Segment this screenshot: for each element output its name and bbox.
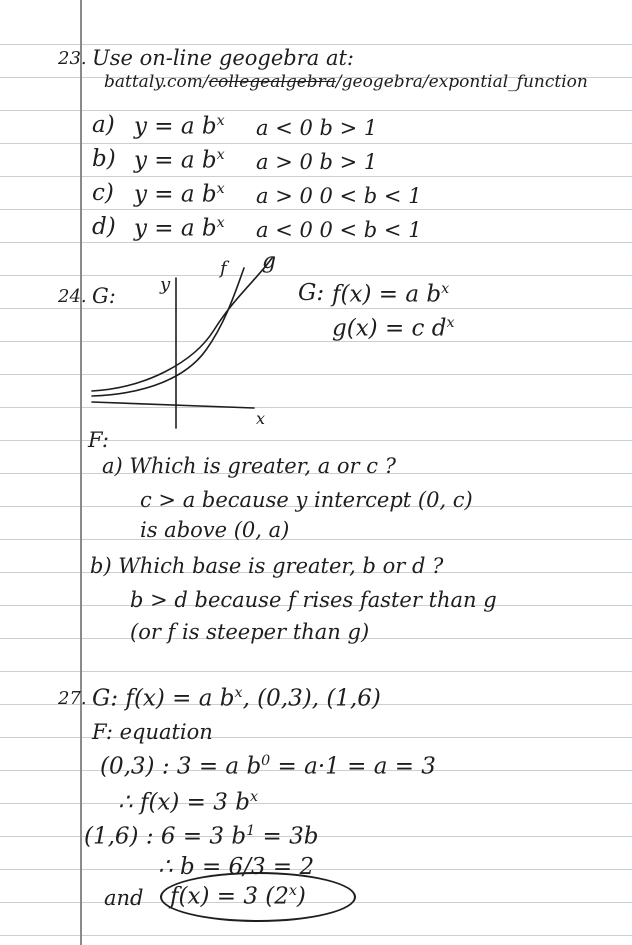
item-cond-b: a > 0 b > 1 bbox=[256, 150, 378, 174]
solution-line-1: (0,3) : 3 = a $b^0 = a\cdot 1 = a = 3$ bbox=[100, 753, 436, 780]
final-answer: f(x) = 3 (2$^x$) bbox=[170, 883, 306, 910]
margin-line bbox=[80, 0, 82, 945]
problem-27-given: G: f(x) = a $b^x$, (0,3), (1,6) bbox=[92, 685, 381, 712]
item-label-b: b) bbox=[92, 146, 116, 172]
g-definition: g(x) = c $d^x$ bbox=[332, 315, 455, 342]
question-b: b) Which base is greater, b or d ? bbox=[90, 554, 444, 578]
graph-g-label: g bbox=[262, 250, 277, 274]
item-label-a: a) bbox=[92, 112, 115, 138]
url-part-struck: collegealgebra bbox=[208, 72, 336, 92]
item-eq-b: y = a $b^x$ bbox=[134, 147, 225, 174]
problem-27-find: F: equation bbox=[92, 720, 213, 744]
item-cond-a: a < 0 b > 1 bbox=[256, 116, 378, 140]
item-label-c: c) bbox=[92, 180, 114, 206]
solution-line-4: ∴ b = 6/3 = 2 bbox=[158, 854, 315, 880]
item-eq-a: y = a $b^x$ bbox=[134, 113, 225, 140]
url-part-1: battaly.com/ bbox=[104, 72, 209, 92]
solution-line-2: ∴ f(x) = 3 $b^x$ bbox=[118, 789, 258, 816]
question-a: a) Which is greater, a or c ? bbox=[102, 454, 396, 478]
answer-b-line1: b > d because f rises faster than g bbox=[130, 588, 497, 612]
problem-23-number: 23. bbox=[58, 48, 87, 69]
problem-23-instruction: Use on-line geogebra at: bbox=[92, 46, 354, 70]
x-axis bbox=[92, 402, 254, 408]
url-part-2: /geogebra/expontial_function bbox=[335, 72, 588, 92]
curve-g bbox=[92, 258, 272, 391]
geogebra-url bbox=[104, 74, 588, 91]
item-eq-d: y = a $b^x$ bbox=[134, 215, 225, 242]
item-cond-d: a < 0 0 < b < 1 bbox=[256, 218, 422, 242]
and-word: and bbox=[104, 886, 144, 910]
item-eq-c: y = a $b^x$ bbox=[134, 181, 225, 208]
item-label-d: d) bbox=[92, 214, 116, 240]
given-label-right: G: bbox=[298, 280, 325, 306]
answer-b-line2: (or f is steeper than g) bbox=[130, 620, 370, 644]
f-definition: f(x) = a $b^x$ bbox=[332, 281, 450, 308]
find-label: F: bbox=[88, 428, 109, 452]
graph-x-label: x bbox=[256, 409, 266, 428]
problem-27-number: 27. bbox=[58, 688, 87, 709]
exponential-sketch-graph bbox=[86, 250, 286, 430]
graph-f-label: f bbox=[220, 258, 227, 279]
problem-24-number: 24. bbox=[58, 286, 87, 307]
answer-a-line2: is above (0, a) bbox=[140, 518, 290, 542]
answer-a-line1: c > a because y intercept (0, c) bbox=[140, 488, 473, 512]
problem-24-given-label: G: bbox=[92, 284, 116, 308]
solution-line-3: (1,6) : 6 = 3 $b^1 = 3b$ bbox=[84, 823, 319, 850]
graph-y-label: y bbox=[160, 274, 171, 295]
item-cond-c: a > 0 0 < b < 1 bbox=[256, 184, 422, 208]
